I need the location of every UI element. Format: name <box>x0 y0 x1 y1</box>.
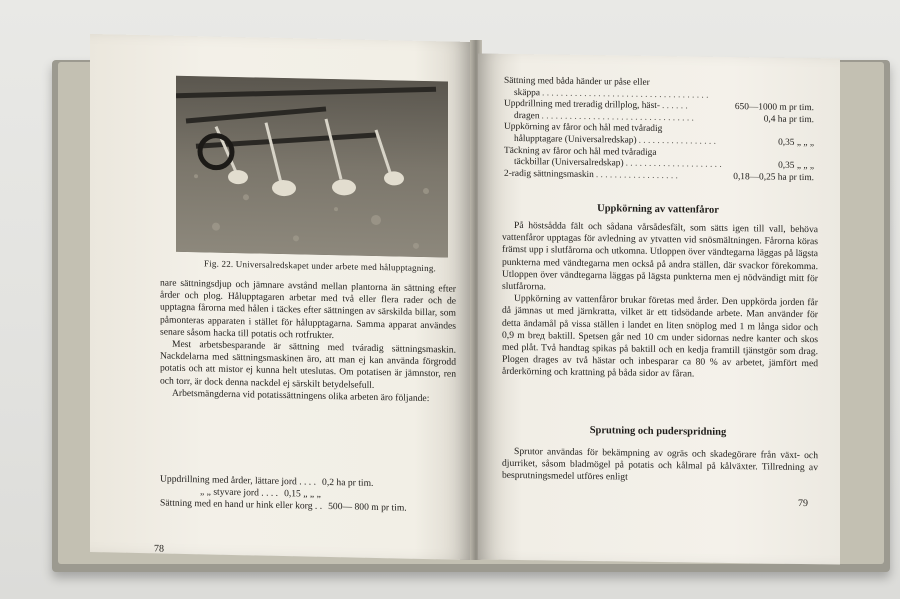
plow-implement-image <box>176 76 448 258</box>
rates-list <box>504 76 814 185</box>
rate-value: 0,18—0,25 ha pr tim. <box>733 171 814 183</box>
paragraph: Arbetsmängderna vid potatissättningens olika arbeten äro följande: <box>172 387 430 404</box>
rate-value: 0,4 ha pr tim. <box>763 114 814 125</box>
left-body-text <box>160 277 456 405</box>
page-number-right: 79 <box>798 497 808 510</box>
figure-photo <box>176 76 448 258</box>
rate-label: Täckning av fåror och hål med tvåradiga <box>504 145 657 158</box>
rate-value: 0,35 „ „ „ <box>778 160 814 172</box>
leader-dots: . . . . . . . . . . . . . . . . . <box>638 135 716 147</box>
paragraph: Sprutor användas för bekämpning av ogräs och skadegörare från växt- och djurriket, såsom bladmögel på potatis och kålmal på kålväxter. Tillredning av besprutningsmedel utföres enligt <box>502 445 818 483</box>
left-page <box>90 34 472 560</box>
rate-label: hålupptagare (Universalredskap) <box>514 133 637 146</box>
section-text <box>502 220 818 383</box>
table-value: 0,2 ha pr tim. <box>322 476 374 489</box>
paragraph: På höstsådda fält och sådana vårsådesfält, som sätts igen till vall, behöva vattenfåror upptagas för avledning av ytvatten vid snösmältningen. Fårorna köras främst upp i slutfårorna och utkomna. Utloppen över vändtegarna läggas på lägsta punkterna med vändtegarna men också på andra ställen, där svackor förekomma. Utloppen över vändtegarna läggas på lägsta punkterna men ej nödvändigt mitt för slutfårorna. <box>502 219 818 293</box>
rate-label: 2-radig sättningsmaskin <box>504 168 594 180</box>
rate-label: Sättning med båda händer ur påse eller <box>504 75 650 88</box>
leader-dots: . . . . . . . . . . . . . . . . . . . . . . . . . . . . . . . . . <box>541 111 694 124</box>
table-label: „ „ styvare jord . . . . <box>200 486 279 500</box>
rate-value: 0,35 „ „ „ <box>778 137 814 149</box>
section-heading: Sprutning och puderspridning <box>589 425 727 438</box>
rate-label: Uppkörning av fåror och hål med tvåradig <box>504 122 663 135</box>
leader-dots: . . . . . . <box>661 101 688 112</box>
paragraph: Uppkörning av vattenfåror brukar företas med årder. Den uppkörda jorden får då jämnas ut med järnkratta, vilket är ett tidsödande arbete. Man använder för detta ändamål på vissa ställen i landet en liten snöplog med 1 m långa sidor och 0,9 m brед baktill. Spetsen går ned 10 cm under sidornas nedre kanter och skos med plåt. Två handtag spikas på baktill och en kedja framtill tjänstgör som drag. Plogen drages av två hästar och inbesparar ca 80 % av arbetet, jämfört med årderkörning och krattning på båda sidor av fåran. <box>502 293 818 380</box>
section-heading: Uppkörning av vattenfåror <box>597 203 719 216</box>
page-number-left: 78 <box>154 543 164 555</box>
rate-value: 650—1000 m pr tim. <box>734 102 814 114</box>
paragraph: Mest arbetsbesparande är sättning med tváradig sättningsmaskin. Nackdelarna med sättningsmaskinen äro, att man ej kan använda förgrodd potatis och att mistor ej kunna helt uteslutas. Om potatisen är jämnstor, ren och torr, är dock denna nackdel ej särskilt betydelsefull. <box>160 338 456 391</box>
rate-label: täckbillar (Universalredskap) <box>514 157 624 169</box>
figure-caption: Fig. 22. Universalredskapet under arbete med hålupptagning. <box>204 258 436 274</box>
leader-dots: . . . . . . . . . . . . . . . . . . . . . . . . . . . . . . . . . . . . <box>542 87 709 101</box>
table-label: Uppdrillning med årder, lättare jord . . . . <box>160 473 317 488</box>
leader-dots: . . . . . . . . . . . . . . . . . . <box>595 169 678 182</box>
rate-label: dragen <box>514 110 540 122</box>
leader-dots: . . . . . . . . . . . . . . . . . . . . . <box>625 158 722 171</box>
paragraph: nare sättningsdjup och jämnare avstånd mellan plantorna än sättning efter årder och plog. Hålupptagaren arbetar med två eller flera rader och de upptagna fårorna med hålen i täckes efter sättningen av särskilda billar, som påmonteras apparaten i stället för hålupptagarna. Samma apparat användes senare såsom hacka till potatis och rotfrukter. <box>160 277 456 341</box>
table-value: 500— 800 m pr tim. <box>328 501 407 515</box>
rate-label: Uppdrillning med treradig drillplog, häst- <box>504 99 660 112</box>
section-text <box>502 446 818 487</box>
right-page <box>478 53 840 564</box>
table-label: Sättning med en hand ur hink eller korg . . <box>160 497 323 513</box>
work-rate-table <box>160 473 460 516</box>
rate-label: skäppa <box>514 87 541 98</box>
table-value: 0,15 „ „ „ <box>284 488 321 501</box>
